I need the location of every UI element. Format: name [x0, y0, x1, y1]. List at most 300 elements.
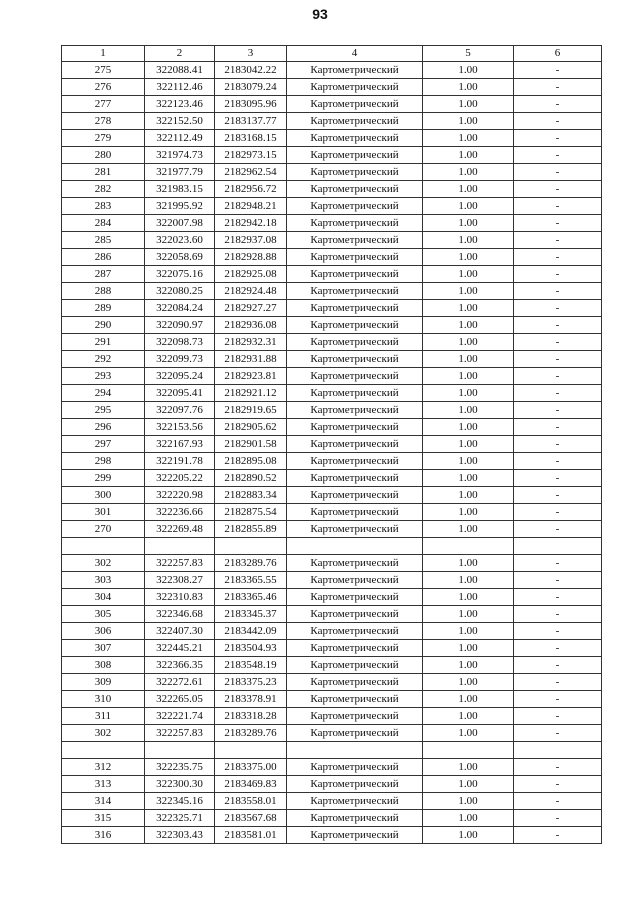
- accuracy-cell: 1.00: [423, 96, 514, 113]
- x-coordinate-cell: 322300.30: [145, 776, 215, 793]
- table-row: [62, 215, 602, 232]
- accuracy-cell: 1.00: [423, 657, 514, 674]
- y-coordinate-cell: 2182927.27: [215, 300, 287, 317]
- table-row: [62, 470, 602, 487]
- table-row: [62, 827, 602, 844]
- y-coordinate-cell: [215, 742, 287, 759]
- y-coordinate-cell: 2182928.88: [215, 249, 287, 266]
- x-coordinate-cell: 322366.35: [145, 657, 215, 674]
- method-cell: Картометрический: [287, 657, 423, 674]
- accuracy-cell: 1.00: [423, 300, 514, 317]
- x-coordinate-cell: 322235.75: [145, 759, 215, 776]
- x-coordinate-cell: 322407.30: [145, 623, 215, 640]
- accuracy-cell: 1.00: [423, 351, 514, 368]
- table-row: [62, 181, 602, 198]
- note-cell: -: [514, 385, 602, 402]
- note-cell: -: [514, 504, 602, 521]
- method-cell: Картометрический: [287, 62, 423, 79]
- table-row: [62, 810, 602, 827]
- x-coordinate-cell: 322265.05: [145, 691, 215, 708]
- y-coordinate-cell: 2182948.21: [215, 198, 287, 215]
- note-cell: -: [514, 113, 602, 130]
- column-header: 6: [514, 46, 602, 62]
- accuracy-cell: 1.00: [423, 164, 514, 181]
- note-cell: -: [514, 623, 602, 640]
- point-number-cell: 294: [62, 385, 145, 402]
- y-coordinate-cell: 2183558.01: [215, 793, 287, 810]
- accuracy-cell: 1.00: [423, 759, 514, 776]
- y-coordinate-cell: 2182895.08: [215, 453, 287, 470]
- y-coordinate-cell: 2183365.46: [215, 589, 287, 606]
- point-number-cell: 315: [62, 810, 145, 827]
- method-cell: Картометрический: [287, 776, 423, 793]
- note-cell: -: [514, 164, 602, 181]
- x-coordinate-cell: 322075.16: [145, 266, 215, 283]
- method-cell: Картометрический: [287, 300, 423, 317]
- table-row: [62, 606, 602, 623]
- x-coordinate-cell: 322346.68: [145, 606, 215, 623]
- table-row: [62, 453, 602, 470]
- note-cell: -: [514, 436, 602, 453]
- note-cell: -: [514, 810, 602, 827]
- method-cell: Картометрический: [287, 402, 423, 419]
- note-cell: -: [514, 215, 602, 232]
- method-cell: Картометрический: [287, 181, 423, 198]
- method-cell: Картометрический: [287, 674, 423, 691]
- method-cell: Картометрический: [287, 572, 423, 589]
- point-number-cell: 311: [62, 708, 145, 725]
- note-cell: -: [514, 79, 602, 96]
- point-number-cell: 287: [62, 266, 145, 283]
- accuracy-cell: 1.00: [423, 130, 514, 147]
- y-coordinate-cell: 2182924.48: [215, 283, 287, 300]
- point-number-cell: 280: [62, 147, 145, 164]
- accuracy-cell: 1.00: [423, 674, 514, 691]
- accuracy-cell: 1.00: [423, 419, 514, 436]
- point-number-cell: 295: [62, 402, 145, 419]
- point-number-cell: 302: [62, 725, 145, 742]
- point-number-cell: 289: [62, 300, 145, 317]
- table-row: [62, 62, 602, 79]
- method-cell: Картометрический: [287, 691, 423, 708]
- method-cell: Картометрический: [287, 453, 423, 470]
- point-number-cell: 316: [62, 827, 145, 844]
- y-coordinate-cell: 2182925.08: [215, 266, 287, 283]
- method-cell: Картометрический: [287, 113, 423, 130]
- method-cell: Картометрический: [287, 317, 423, 334]
- note-cell: -: [514, 62, 602, 79]
- x-coordinate-cell: 321995.92: [145, 198, 215, 215]
- note-cell: -: [514, 300, 602, 317]
- y-coordinate-cell: 2182901.58: [215, 436, 287, 453]
- note-cell: -: [514, 317, 602, 334]
- point-number-cell: 310: [62, 691, 145, 708]
- x-coordinate-cell: 321977.79: [145, 164, 215, 181]
- point-number-cell: [62, 742, 145, 759]
- accuracy-cell: 1.00: [423, 555, 514, 572]
- table-row: [62, 385, 602, 402]
- x-coordinate-cell: 322095.41: [145, 385, 215, 402]
- accuracy-cell: 1.00: [423, 453, 514, 470]
- page-number: 93: [312, 6, 328, 22]
- accuracy-cell: 1.00: [423, 317, 514, 334]
- y-coordinate-cell: 2183504.93: [215, 640, 287, 657]
- column-header: 2: [145, 46, 215, 62]
- table-row: [62, 198, 602, 215]
- point-number-cell: 298: [62, 453, 145, 470]
- y-coordinate-cell: 2183079.24: [215, 79, 287, 96]
- x-coordinate-cell: 322112.46: [145, 79, 215, 96]
- method-cell: Картометрический: [287, 470, 423, 487]
- x-coordinate-cell: 322080.25: [145, 283, 215, 300]
- table-row: [62, 521, 602, 538]
- method-cell: Картометрический: [287, 385, 423, 402]
- accuracy-cell: 1.00: [423, 113, 514, 130]
- y-coordinate-cell: 2183365.55: [215, 572, 287, 589]
- x-coordinate-cell: 322205.22: [145, 470, 215, 487]
- y-coordinate-cell: 2182890.52: [215, 470, 287, 487]
- accuracy-cell: 1.00: [423, 606, 514, 623]
- method-cell: Картометрический: [287, 487, 423, 504]
- note-cell: -: [514, 351, 602, 368]
- method-cell: Картометрический: [287, 79, 423, 96]
- x-coordinate-cell: 322023.60: [145, 232, 215, 249]
- y-coordinate-cell: [215, 538, 287, 555]
- note-cell: -: [514, 487, 602, 504]
- point-number-cell: 277: [62, 96, 145, 113]
- note-cell: -: [514, 130, 602, 147]
- x-coordinate-cell: 322308.27: [145, 572, 215, 589]
- y-coordinate-cell: 2182919.65: [215, 402, 287, 419]
- point-number-cell: 278: [62, 113, 145, 130]
- method-cell: Картометрический: [287, 351, 423, 368]
- point-number-cell: 276: [62, 79, 145, 96]
- x-coordinate-cell: 322345.16: [145, 793, 215, 810]
- point-number-cell: 285: [62, 232, 145, 249]
- accuracy-cell: 1.00: [423, 232, 514, 249]
- method-cell: Картометрический: [287, 283, 423, 300]
- x-coordinate-cell: 322097.76: [145, 402, 215, 419]
- y-coordinate-cell: 2182932.31: [215, 334, 287, 351]
- note-cell: -: [514, 334, 602, 351]
- note-cell: -: [514, 181, 602, 198]
- x-coordinate-cell: 322445.21: [145, 640, 215, 657]
- point-number-cell: 304: [62, 589, 145, 606]
- method-cell: Картометрический: [287, 164, 423, 181]
- column-header: 3: [215, 46, 287, 62]
- method-cell: Картометрический: [287, 147, 423, 164]
- point-number-cell: 300: [62, 487, 145, 504]
- method-cell: Картометрический: [287, 504, 423, 521]
- table-row: [62, 725, 602, 742]
- y-coordinate-cell: 2183137.77: [215, 113, 287, 130]
- y-coordinate-cell: 2182937.08: [215, 232, 287, 249]
- x-coordinate-cell: 321974.73: [145, 147, 215, 164]
- table-row: [62, 266, 602, 283]
- coordinates-table-body: [62, 46, 602, 844]
- table-row: [62, 623, 602, 640]
- table-row: [62, 232, 602, 249]
- accuracy-cell: 1.00: [423, 181, 514, 198]
- y-coordinate-cell: 2183042.22: [215, 62, 287, 79]
- accuracy-cell: 1.00: [423, 334, 514, 351]
- accuracy-cell: 1.00: [423, 283, 514, 300]
- method-cell: Картометрический: [287, 606, 423, 623]
- x-coordinate-cell: 322152.50: [145, 113, 215, 130]
- table-row: [62, 368, 602, 385]
- note-cell: -: [514, 470, 602, 487]
- method-cell: [287, 538, 423, 555]
- accuracy-cell: 1.00: [423, 249, 514, 266]
- note-cell: -: [514, 266, 602, 283]
- note-cell: -: [514, 147, 602, 164]
- y-coordinate-cell: 2183095.96: [215, 96, 287, 113]
- column-header: 1: [62, 46, 145, 62]
- method-cell: Картометрический: [287, 96, 423, 113]
- y-coordinate-cell: 2183378.91: [215, 691, 287, 708]
- point-number-cell: 279: [62, 130, 145, 147]
- x-coordinate-cell: 322090.97: [145, 317, 215, 334]
- note-cell: -: [514, 232, 602, 249]
- note-cell: -: [514, 283, 602, 300]
- method-cell: Картометрический: [287, 555, 423, 572]
- x-coordinate-cell: 322007.98: [145, 215, 215, 232]
- method-cell: Картометрический: [287, 640, 423, 657]
- point-number-cell: 301: [62, 504, 145, 521]
- note-cell: -: [514, 657, 602, 674]
- table-row: [62, 317, 602, 334]
- accuracy-cell: [423, 538, 514, 555]
- table-row: [62, 759, 602, 776]
- note-cell: -: [514, 198, 602, 215]
- y-coordinate-cell: 2182962.54: [215, 164, 287, 181]
- table-row: [62, 79, 602, 96]
- point-number-cell: 306: [62, 623, 145, 640]
- point-number-cell: 314: [62, 793, 145, 810]
- point-number-cell: 291: [62, 334, 145, 351]
- accuracy-cell: 1.00: [423, 810, 514, 827]
- x-coordinate-cell: 322221.74: [145, 708, 215, 725]
- x-coordinate-cell: 322310.83: [145, 589, 215, 606]
- table-row: [62, 657, 602, 674]
- y-coordinate-cell: 2183289.76: [215, 555, 287, 572]
- table-separator-row: [62, 538, 602, 555]
- method-cell: Картометрический: [287, 759, 423, 776]
- table-row: [62, 113, 602, 130]
- table-row: [62, 504, 602, 521]
- x-coordinate-cell: 322058.69: [145, 249, 215, 266]
- point-number-cell: 305: [62, 606, 145, 623]
- y-coordinate-cell: 2182923.81: [215, 368, 287, 385]
- accuracy-cell: 1.00: [423, 623, 514, 640]
- point-number-cell: 309: [62, 674, 145, 691]
- y-coordinate-cell: 2183375.23: [215, 674, 287, 691]
- table-row: [62, 130, 602, 147]
- y-coordinate-cell: 2183581.01: [215, 827, 287, 844]
- note-cell: -: [514, 827, 602, 844]
- accuracy-cell: [423, 742, 514, 759]
- point-number-cell: 283: [62, 198, 145, 215]
- accuracy-cell: 1.00: [423, 504, 514, 521]
- accuracy-cell: 1.00: [423, 79, 514, 96]
- x-coordinate-cell: 322303.43: [145, 827, 215, 844]
- y-coordinate-cell: 2182973.15: [215, 147, 287, 164]
- y-coordinate-cell: 2182883.34: [215, 487, 287, 504]
- x-coordinate-cell: [145, 538, 215, 555]
- x-coordinate-cell: 322084.24: [145, 300, 215, 317]
- x-coordinate-cell: [145, 742, 215, 759]
- table-row: [62, 96, 602, 113]
- coordinates-table: [61, 45, 602, 844]
- accuracy-cell: 1.00: [423, 62, 514, 79]
- table-row: [62, 283, 602, 300]
- note-cell: -: [514, 249, 602, 266]
- method-cell: Картометрический: [287, 521, 423, 538]
- table-row: [62, 419, 602, 436]
- note-cell: -: [514, 776, 602, 793]
- table-row: [62, 249, 602, 266]
- x-coordinate-cell: 322257.83: [145, 725, 215, 742]
- note-cell: -: [514, 521, 602, 538]
- table-row: [62, 147, 602, 164]
- x-coordinate-cell: 322167.93: [145, 436, 215, 453]
- accuracy-cell: 1.00: [423, 640, 514, 657]
- x-coordinate-cell: 322325.71: [145, 810, 215, 827]
- table-row: [62, 776, 602, 793]
- note-cell: -: [514, 691, 602, 708]
- point-number-cell: 312: [62, 759, 145, 776]
- x-coordinate-cell: 322123.46: [145, 96, 215, 113]
- table-row: [62, 351, 602, 368]
- x-coordinate-cell: 322236.66: [145, 504, 215, 521]
- note-cell: -: [514, 759, 602, 776]
- y-coordinate-cell: 2183442.09: [215, 623, 287, 640]
- accuracy-cell: 1.00: [423, 725, 514, 742]
- accuracy-cell: 1.00: [423, 589, 514, 606]
- point-number-cell: 288: [62, 283, 145, 300]
- accuracy-cell: 1.00: [423, 776, 514, 793]
- x-coordinate-cell: 322272.61: [145, 674, 215, 691]
- x-coordinate-cell: 322220.98: [145, 487, 215, 504]
- y-coordinate-cell: 2182956.72: [215, 181, 287, 198]
- accuracy-cell: 1.00: [423, 708, 514, 725]
- accuracy-cell: 1.00: [423, 215, 514, 232]
- method-cell: Картометрический: [287, 810, 423, 827]
- y-coordinate-cell: 2182942.18: [215, 215, 287, 232]
- note-cell: -: [514, 674, 602, 691]
- y-coordinate-cell: 2182855.89: [215, 521, 287, 538]
- y-coordinate-cell: 2183375.00: [215, 759, 287, 776]
- method-cell: Картометрический: [287, 793, 423, 810]
- point-number-cell: 302: [62, 555, 145, 572]
- x-coordinate-cell: 322098.73: [145, 334, 215, 351]
- column-header: 4: [287, 46, 423, 62]
- method-cell: Картометрический: [287, 266, 423, 283]
- y-coordinate-cell: 2183318.28: [215, 708, 287, 725]
- method-cell: Картометрический: [287, 249, 423, 266]
- note-cell: -: [514, 606, 602, 623]
- y-coordinate-cell: 2182875.54: [215, 504, 287, 521]
- note-cell: -: [514, 708, 602, 725]
- method-cell: Картометрический: [287, 232, 423, 249]
- table-row: [62, 436, 602, 453]
- y-coordinate-cell: 2182921.12: [215, 385, 287, 402]
- point-number-cell: 308: [62, 657, 145, 674]
- x-coordinate-cell: 322257.83: [145, 555, 215, 572]
- note-cell: -: [514, 555, 602, 572]
- y-coordinate-cell: 2183469.83: [215, 776, 287, 793]
- point-number-cell: 292: [62, 351, 145, 368]
- x-coordinate-cell: 322095.24: [145, 368, 215, 385]
- method-cell: Картометрический: [287, 198, 423, 215]
- point-number-cell: 296: [62, 419, 145, 436]
- method-cell: Картометрический: [287, 419, 423, 436]
- table-row: [62, 589, 602, 606]
- method-cell: Картометрический: [287, 708, 423, 725]
- x-coordinate-cell: 322088.41: [145, 62, 215, 79]
- point-number-cell: 307: [62, 640, 145, 657]
- method-cell: Картометрический: [287, 623, 423, 640]
- accuracy-cell: 1.00: [423, 147, 514, 164]
- point-number-cell: 270: [62, 521, 145, 538]
- point-number-cell: 290: [62, 317, 145, 334]
- accuracy-cell: 1.00: [423, 368, 514, 385]
- note-cell: -: [514, 402, 602, 419]
- method-cell: Картометрический: [287, 725, 423, 742]
- method-cell: [287, 742, 423, 759]
- y-coordinate-cell: 2183567.68: [215, 810, 287, 827]
- point-number-cell: 293: [62, 368, 145, 385]
- x-coordinate-cell: 322099.73: [145, 351, 215, 368]
- accuracy-cell: 1.00: [423, 470, 514, 487]
- x-coordinate-cell: 322112.49: [145, 130, 215, 147]
- table-row: [62, 555, 602, 572]
- method-cell: Картометрический: [287, 368, 423, 385]
- table-row: [62, 691, 602, 708]
- table-row: [62, 674, 602, 691]
- x-coordinate-cell: 321983.15: [145, 181, 215, 198]
- table-row: [62, 708, 602, 725]
- accuracy-cell: 1.00: [423, 827, 514, 844]
- accuracy-cell: 1.00: [423, 521, 514, 538]
- accuracy-cell: 1.00: [423, 487, 514, 504]
- note-cell: -: [514, 640, 602, 657]
- note-cell: -: [514, 96, 602, 113]
- note-cell: [514, 538, 602, 555]
- table-row: [62, 640, 602, 657]
- point-number-cell: 286: [62, 249, 145, 266]
- point-number-cell: 303: [62, 572, 145, 589]
- note-cell: -: [514, 419, 602, 436]
- accuracy-cell: 1.00: [423, 385, 514, 402]
- accuracy-cell: 1.00: [423, 572, 514, 589]
- point-number-cell: 282: [62, 181, 145, 198]
- accuracy-cell: 1.00: [423, 436, 514, 453]
- y-coordinate-cell: 2182905.62: [215, 419, 287, 436]
- point-number-cell: 297: [62, 436, 145, 453]
- accuracy-cell: 1.00: [423, 793, 514, 810]
- note-cell: -: [514, 572, 602, 589]
- method-cell: Картометрический: [287, 130, 423, 147]
- x-coordinate-cell: 322269.48: [145, 521, 215, 538]
- y-coordinate-cell: 2183289.76: [215, 725, 287, 742]
- method-cell: Картометрический: [287, 215, 423, 232]
- point-number-cell: 275: [62, 62, 145, 79]
- point-number-cell: 313: [62, 776, 145, 793]
- point-number-cell: 299: [62, 470, 145, 487]
- table-row: [62, 402, 602, 419]
- table-row: [62, 300, 602, 317]
